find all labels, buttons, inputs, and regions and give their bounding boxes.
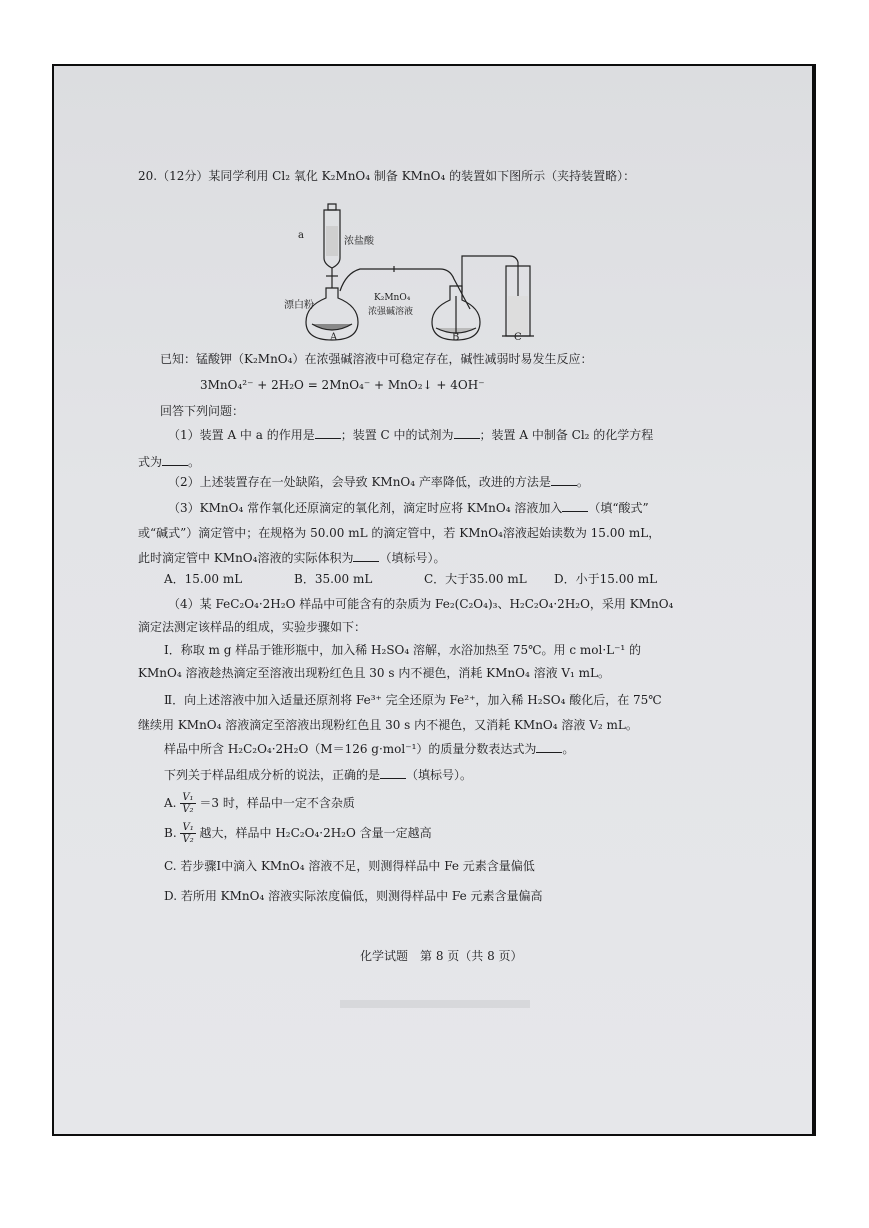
question-heading: 20.（12分）某同学利用 Cl₂ 氧化 K₂MnO₄ 制备 KMnO₄ 的装置如下图所示（夹持装置略）： xyxy=(138,169,636,183)
fig-label-a: a xyxy=(298,230,304,241)
part3-line1: （3）KMnO₄ 常作氧化还原滴定的氧化剂，滴定时应将 KMnO₄ 溶液加入 （填“酸式” xyxy=(168,501,649,515)
option: A．15.00 mL xyxy=(164,572,243,586)
reaction-equation: 3MnO₄²⁻ + 2H₂O = 2MnO₄⁻ + MnO₂↓ + 4OH⁻ xyxy=(200,378,485,392)
v1-over-v2-fraction: $\frac{\text{V₁}}{\text{V₂}}$ xyxy=(182,822,194,845)
part3-line3: 此时滴定管中 KMnO₄溶液的实际体积为 （填标号）。 xyxy=(138,551,446,565)
v1-over-v2-fraction: $\frac{\text{V₁}}{\text{V₂}}$ xyxy=(182,792,194,815)
bleed-through-mark xyxy=(340,1000,530,1008)
part1-line1: （1）装置 A 中 a 的作用是 ；装置 C 中的试剂为 ；装置 A 中制备 Cl₂ 的化学方程 xyxy=(168,428,654,442)
option: D．小于15.00 mL xyxy=(554,572,658,586)
step1-line2: KMnO₄ 溶液趁热滴定至溶液出现粉红色且 30 s 内不褪色，消耗 KMnO₄ 溶液 V₁ mL。 xyxy=(138,666,611,680)
choice-C: C. 若步骤Ⅰ中滴入 KMnO₄ 溶液不足，则测得样品中 Fe 元素含量偏低 xyxy=(164,859,535,873)
mass-fraction-question: 样品中所含 H₂C₂O₄·2H₂O（M＝126 g·mol⁻¹）的质量分数表达式为 。 xyxy=(164,742,575,756)
fig-label-k2mno4: K₂MnO₄ xyxy=(374,293,411,303)
page-footer: 化学试题 第 8 页（共 8 页） xyxy=(360,949,523,963)
step1-line1: Ⅰ．称取 m g 样品于锥形瓶中，加入稀 H₂SO₄ 溶解，水浴加热至 75℃。用 c mol·L⁻¹ 的 xyxy=(164,643,642,657)
choice-A: A. $\frac{\text{V₁}}{\text{V₂}}$ ＝3 时，样品中一定不含杂质 xyxy=(164,792,355,815)
step2-line2: 继续用 KMnO₄ 溶液滴定至溶液出现粉红色且 30 s 内不褪色，又消耗 KMnO₄ 溶液 V₂ mL。 xyxy=(138,718,638,732)
part3-options xyxy=(164,571,724,587)
step2-line1: Ⅱ．向上述溶液中加入适量还原剂将 Fe³⁺ 完全还原为 Fe²⁺，加入稀 H₂SO₄ 酸化后，在 75℃ xyxy=(164,693,662,707)
part1-line2: 式为 。 xyxy=(138,455,201,469)
option: B．35.00 mL xyxy=(294,572,373,586)
part3-line2: 或“碱式”）滴定管中；在规格为 50.00 mL 的滴定管中，若 KMnO₄溶液起始读数为 15.00 mL， xyxy=(138,526,661,540)
part2: （2）上述装置存在一处缺陷，会导致 KMnO₄ 产率降低，改进的方法是 。 xyxy=(168,475,589,489)
known-statement: 已知：锰酸钾（K₂MnO₄）在浓强碱溶液中可稳定存在，碱性减弱时易发生反应： xyxy=(160,352,593,366)
which-correct-question: 下列关于样品组成分析的说法，正确的是 （填标号）。 xyxy=(164,768,473,782)
choice-D: D. 若所用 KMnO₄ 溶液实际浓度偏低，则测得样品中 Fe 元素含量偏高 xyxy=(164,889,543,903)
fig-label-bleach: 漂白粉 xyxy=(284,300,314,311)
choice-B: B. $\frac{\text{V₁}}{\text{V₂}}$ 越大，样品中 H₂C₂O₄·2H₂O 含量一定越高 xyxy=(164,822,432,845)
fig-label-A: A xyxy=(330,332,338,343)
fig-label-C: C xyxy=(514,332,522,343)
fig-label-strong-base: 浓强碱溶液 xyxy=(368,307,414,317)
fig-label-B: B xyxy=(452,332,460,343)
answer-prompt: 回答下列问题： xyxy=(160,404,245,418)
part4-line1: （4）某 FeC₂O₄·2H₂O 样品中可能含有的杂质为 Fe₂(C₂O₄)₃、H₂C₂O₄·2H₂O，采用 KMnO₄ xyxy=(168,597,674,611)
option: C．大于35.00 mL xyxy=(424,572,527,586)
part4-line2: 滴定法测定该样品的组成，实验步骤如下： xyxy=(138,620,367,634)
apparatus-figure xyxy=(284,196,560,343)
fig-label-hcl: 浓盐酸 xyxy=(344,236,374,247)
